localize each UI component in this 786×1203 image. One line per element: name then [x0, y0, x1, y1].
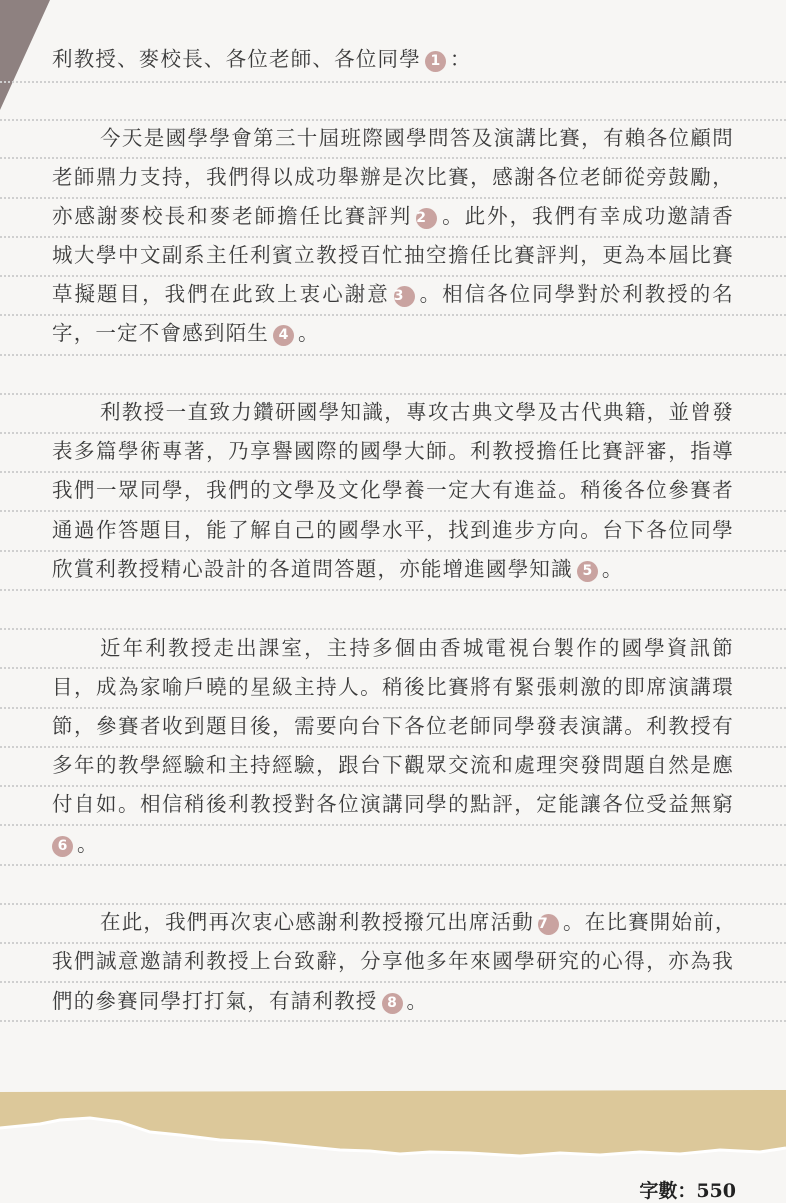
p4-line-1 [100, 903, 737, 941]
p2-line-5 [52, 550, 734, 588]
p1-line-3a: 亦感謝麥校長和麥老師擔任比賽評判 [52, 204, 413, 228]
p2-line-5b: 。 [601, 557, 624, 581]
corner-decoration [0, 0, 50, 110]
greeting-line [52, 40, 734, 78]
p1-line-5 [52, 275, 734, 313]
p4-line-3b: 。 [406, 989, 429, 1013]
p3-line-5: 付自如。相信稍後利教授對各位演講同學的點評，定能讓各位受益無窮 [52, 792, 734, 816]
p1-line-5a: 草擬題目，我們在此致上衷心謝意 [52, 282, 390, 306]
p1-line-6a: 字，一定不會感到陌生 [52, 321, 269, 345]
p1-line-1: 今天是國學學會第三十屆班際國學問答及演講比賽，有賴各位顧問 [100, 126, 734, 150]
p3-line-6 [52, 825, 734, 863]
ruled-line [0, 864, 786, 866]
p4-line-2: 我們誠意邀請利教授上台致辭，分享他多年來國學研究的心得，亦為我 [52, 949, 734, 973]
p2-line-1: 利教授一直致力鑽研國學知識，專攻古典文學及古代典籍，並曾發 [100, 400, 734, 424]
annotation-marker-2: 2 [416, 208, 437, 229]
p1-line-4: 城大學中文副系主任利賓立教授百忙抽空擔任比賽評判，更為本屆比賽 [52, 243, 734, 267]
p1-line-6 [52, 314, 734, 352]
greeting-text: 利教授、麥校長、各位老師、各位同學 [52, 47, 421, 71]
p3-line-1: 近年利教授走出課室，主持多個由香城電視台製作的國學資訊節 [100, 636, 734, 660]
p1-line-2: 老師鼎力支持，我們得以成功舉辦是次比賽，感謝各位老師從旁鼓勵， [52, 165, 734, 189]
p2-line-4: 通過作答題目，能了解自己的國學水平，找到進步方向。台下各位同學 [52, 518, 734, 542]
p2-line-5a: 欣賞利教授精心設計的各道問答題，亦能增進國學知識 [52, 557, 573, 581]
annotation-marker-5: 5 [577, 561, 598, 582]
p1-line-6b: 。 [298, 321, 320, 345]
p1-line-3b: 。此外，我們有幸成功邀請香 [441, 204, 734, 228]
p2-line-3: 我們一眾同學，我們的文學及文化學養一定大有進益。稍後各位參賽者 [52, 478, 734, 502]
p1-line-5b: 。相信各位同學對於利教授的名 [418, 282, 735, 306]
p1-line-3 [52, 197, 734, 235]
p3-line-6b: 。 [77, 832, 99, 856]
ruled-line [0, 1020, 786, 1022]
greeting-colon: ： [449, 47, 472, 71]
p3-line-4: 多年的教學經驗和主持經驗，跟台下觀眾交流和處理突發問題自然是應 [52, 753, 734, 777]
ruled-line [0, 589, 786, 591]
p4-line-1b: 。在比賽開始前， [563, 910, 737, 934]
annotation-marker-7: 7 [538, 914, 559, 935]
ruled-line [0, 354, 786, 356]
annotation-marker-3: 3 [394, 286, 415, 307]
ruled-line [0, 81, 786, 83]
annotation-marker-1: 1 [425, 51, 446, 72]
annotation-marker-6: 6 [52, 836, 73, 857]
annotation-marker-8: 8 [382, 993, 403, 1014]
p3-line-2: 目，成為家喻戶曉的星級主持人。稍後比賽將有緊張刺激的即席演講環 [52, 675, 734, 699]
p3-line-3: 節，參賽者收到題目後，需要向台下各位老師同學發表演講。利教授有 [52, 714, 734, 738]
torn-paper-band [0, 1080, 786, 1170]
p2-line-2: 表多篇學術專著，乃享譽國際的國學大師。利教授擔任比賽評審，指導 [52, 439, 734, 463]
annotation-marker-4: 4 [273, 325, 294, 346]
p4-line-3a: 們的參賽同學打打氣，有請利教授 [52, 989, 378, 1013]
word-count: 字數：550 [639, 1180, 736, 1202]
p4-line-1a: 在此，我們再次衷心感謝利教授撥冗出席活動 [100, 910, 534, 934]
p4-line-3 [52, 982, 734, 1020]
